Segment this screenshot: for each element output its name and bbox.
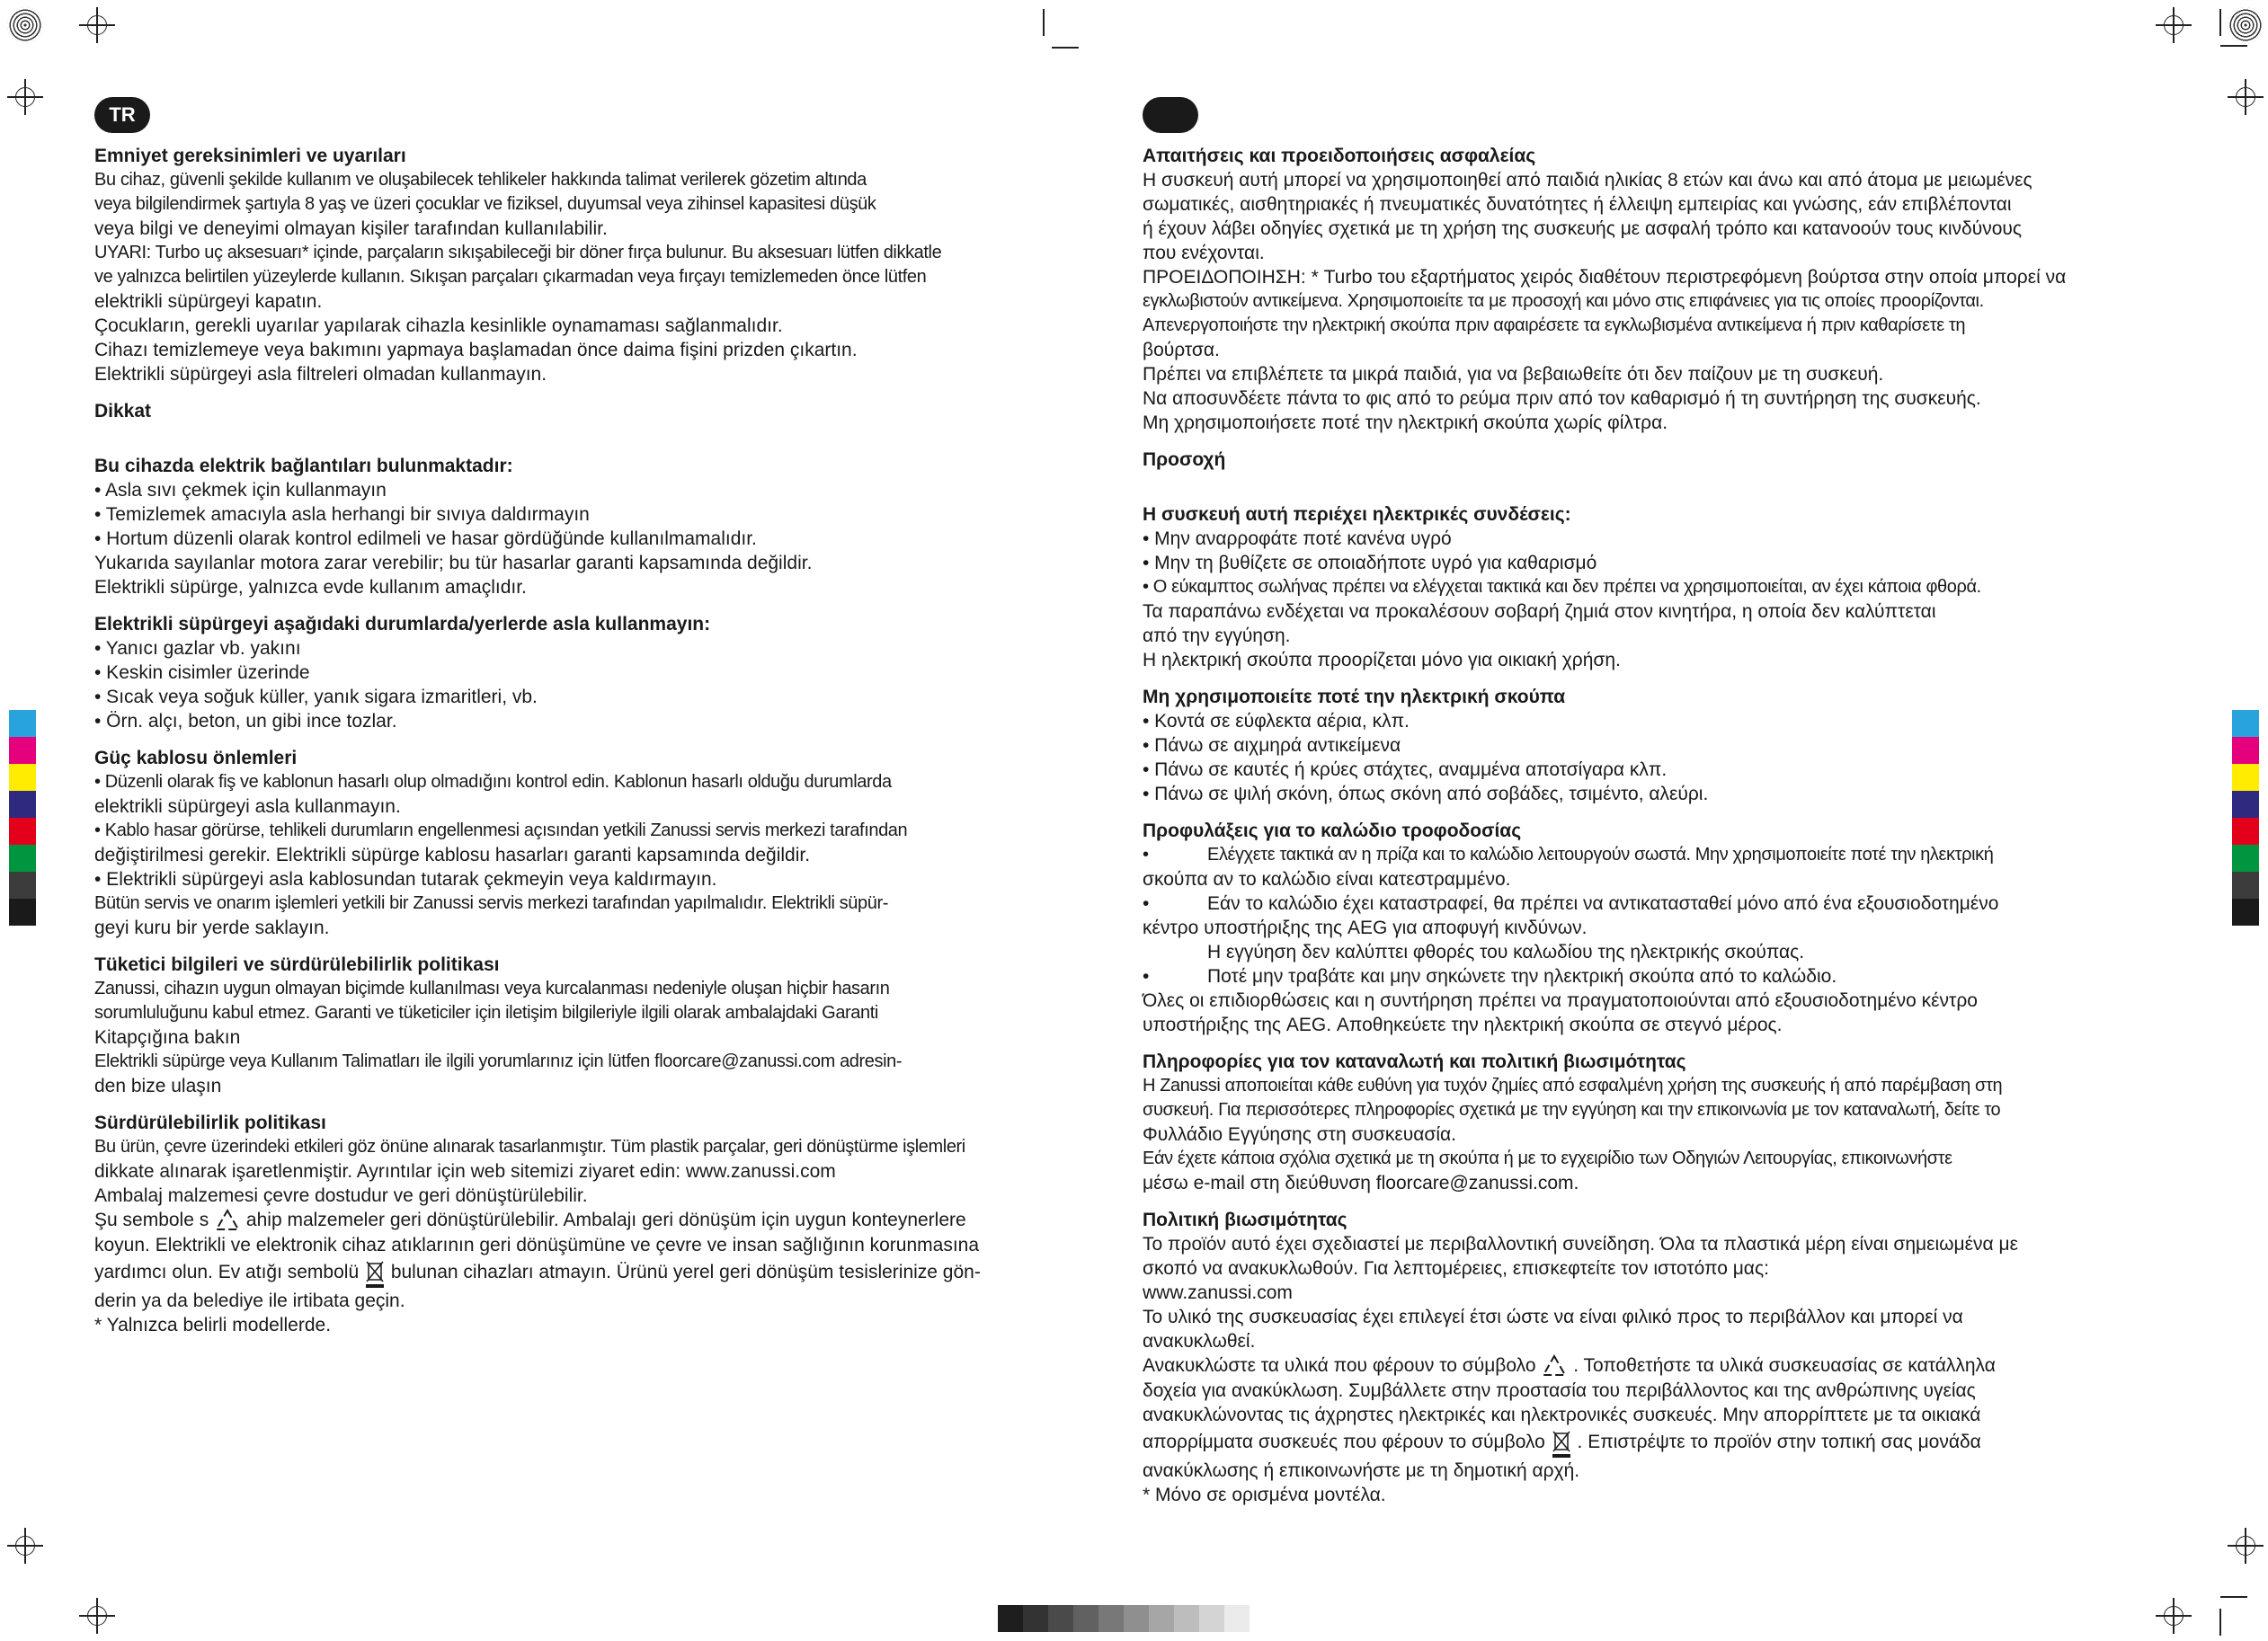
body-line: değiştirilmesi gerekir. Elektrikli süpürge kablosu hasarları garanti kapsamında değildir. — [94, 845, 811, 865]
bullet-item: • Elektrikli süpürgeyi asla kablosundan tutarak çekmeyin veya kaldırmayın. — [94, 869, 717, 890]
color-swatch-strip-right — [2232, 710, 2259, 926]
section-heading: Dikkat — [94, 401, 152, 421]
body-line: βούρτσα. — [1143, 340, 1220, 360]
body-line: κέντρο υποστήριξης της AEG για αποφυγή κινδύνων. — [1143, 918, 1588, 938]
color-swatch — [9, 737, 36, 764]
body-line: σκοπό να ανακυκλωθούν. Για λεπτομέρειες, επισκεφτείτε τον ιστοτόπο μας: — [1143, 1258, 1769, 1279]
body-line: geyi kuru bir yerde saklayın. — [94, 918, 330, 938]
body-line: Bütün servis ve onarım işlemleri yetkili bir Zanussi servis merkezi tarafından yapılmalıdır. Elektrikli süpür- — [94, 893, 888, 913]
gray-swatch — [1098, 1605, 1124, 1632]
bullet-item: • Örn. alçı, beton, un gibi ince tozlar. — [94, 711, 397, 732]
crop-mark — [1043, 9, 1045, 36]
crop-mark — [2220, 45, 2247, 47]
spacer — [94, 423, 1119, 441]
footnote: * Yalnızca belirli modellerde. — [94, 1314, 332, 1335]
color-swatch — [9, 710, 36, 737]
body-line: ΠΡΟΕΙΔΟΠΟΙΗΣΗ: * Turbo του εξαρτήματος χειρός διαθέτουν περιστρεφόμενη βούρτσα στην οποία μπορεί να — [1143, 267, 2067, 288]
section-heading: Μη χρησιμοποιείτε ποτέ την ηλεκτρική σκούπα — [1143, 687, 1566, 707]
color-swatch-strip-left — [9, 710, 36, 926]
crossed-bin-icon — [1551, 1428, 1572, 1459]
section-heading: Güç kablosu önlemleri — [94, 748, 298, 768]
body-line: Cihazı temizlemeye veya bakımını yapmaya başlamadan önce daima fişini prizden çıkartın. — [94, 340, 858, 360]
body-line: από την εγγύηση. — [1143, 625, 1291, 646]
body-line: UYARI: Turbo uç aksesuarı* içinde, parçaların sıkışabileceği bir döner fırça bulunur. Bu aksesuarı lütfen dikkatle — [94, 243, 942, 262]
bullet-item: • Kablo hasar görürse, tehlikeli durumların engellenmesi açısından yetkili Zanussi servis merkezi tarafından — [94, 820, 908, 840]
section-heading: Elektrikli süpürgeyi aşağıdaki durumlarda/yerlerde asla kullanmayın: — [94, 614, 711, 634]
body-line: Η εγγύηση δεν καλύπτει φθορές του καλωδίου της ηλεκτρικής σκούπας. — [1207, 942, 1805, 962]
section-heading: Bu cihazda elektrik bağlantıları bulunmaktadır: — [94, 456, 513, 476]
body-line: Elektrikli süpürge, yalnızca evde kullanım amaçlıdır. — [94, 577, 527, 598]
gray-swatch — [998, 1605, 1023, 1632]
body-line: ή έχουν λάβει οδηγίες σχετικά με τη χρήση της συσκευής με ασφαλή τρόπο και κατανοούν τους κινδύνους — [1143, 218, 2023, 239]
body-line: Η ηλεκτρική σκούπα προορίζεται μόνο για οικιακή χρήση. — [1143, 650, 1621, 670]
body-line: Πρέπει να επιβλέπετε τα μικρά παιδιά, για να βεβαιωθείτε ότι δεν παίζουν με τη συσκευή. — [1143, 364, 1884, 385]
language-badge-tr: TR — [94, 97, 150, 133]
language-badge-gr — [1143, 97, 1198, 133]
body-line: Ambalaj malzemesi çevre dostudur ve geri dönüştürülebilir. — [94, 1185, 588, 1206]
bullet-item: • Düzenli olarak fiş ve kablonun hasarlı olup olmadığını kontrol edin. Kablonun hasarlı olduğu durumlarda — [94, 772, 892, 792]
section-heading: Emniyet gereksinimleri ve uyarıları — [94, 146, 406, 166]
body-line: sorumluluğunu kabul etmez. Garanti ve tüketiciler için iletişim bilgileriyle ilgili olarak ambalajdaki Garanti — [94, 1003, 878, 1023]
body-line: Η Zanussi αποποιείται κάθε ευθύνη για τυχόν ζημίες από εσφαλμένη χρήση της συσκευής ή από παρέμβαση στη — [1143, 1076, 2003, 1095]
bullet-item: • Sıcak veya soğuk küller, yanık sigara izmaritleri, vb. — [94, 687, 538, 707]
registration-mark — [79, 7, 115, 43]
body-line: Εάν έχετε κάποια σχόλια σχετικά με τη σκούπα ή με το εγχειρίδιο των Οδηγιών Λειτουργίας, επικοινωνήστε — [1143, 1149, 1952, 1168]
body-line: Bu cihaz, güvenli şekilde kullanım ve oluşabilecek tehlikeler hakkında talimat verilerek gözetim altında — [94, 170, 867, 190]
body-line: Elektrikli süpürge veya Kullanım Talimatları ile ilgili yorumlarınız için lütfen floorcare@zanussi.com adresin- — [94, 1051, 903, 1071]
bullet-item: • Μην τη βυθίζετε σε οποιαδήποτε υγρό για καθαρισμό — [1143, 553, 1597, 573]
greek-column — [1143, 144, 2167, 1507]
section-heading: Προσοχή — [1143, 449, 1226, 470]
gray-swatch — [1199, 1605, 1224, 1632]
gray-swatch — [1023, 1605, 1048, 1632]
registration-mark — [2156, 1598, 2192, 1634]
section-heading: Η συσκευή αυτή περιέχει ηλεκτρικές συνδέσεις: — [1143, 504, 1571, 525]
bullet-item: • Ο εύκαμπτος σωλήνας πρέπει να ελέγχεται τακτικά και δεν πρέπει να χρησιμοποιείται, αν έχει κάποια φθορά. — [1143, 577, 1981, 597]
body-line: veya bilgi ve deneyimi olmayan kişiler tarafından kullanılabilir. — [94, 218, 608, 239]
gray-swatch — [1124, 1605, 1149, 1632]
turkish-column — [94, 144, 1119, 1337]
body-line: Çocukların, gerekli uyarılar yapılarak cihazla kesinlikle oynamaması sağlanmalıdır. — [94, 315, 783, 336]
color-swatch — [9, 872, 36, 899]
section-heading: Πολιτική βιωσιμότητας — [1143, 1210, 1347, 1230]
gray-swatch — [1174, 1605, 1199, 1632]
bullet-item: • Κοντά σε εύφλεκτα αέρια, κλπ. — [1143, 711, 1410, 732]
registration-mark — [2156, 7, 2192, 43]
color-swatch — [2232, 899, 2259, 926]
color-swatch — [2232, 845, 2259, 872]
body-line: Elektrikli süpürgeyi asla filtreleri olmadan kullanmayın. — [94, 364, 547, 385]
bullet-item: • Asla sıvı çekmek için kullanmayın — [94, 480, 387, 501]
body-line: Απενεργοποιήστε την ηλεκτρική σκούπα πριν αφαιρέσετε τα εγκλωβισμένα αντικείμενα ή πριν καθαρίσετε τη — [1143, 315, 1966, 335]
body-line: υποστήριξης της AEG. Αποθηκεύετε την ηλεκτρική σκούπα σε στεγνό μέρος. — [1143, 1015, 1783, 1035]
footnote: * Μόνο σε ορισμένα μοντέλα. — [1143, 1484, 1386, 1505]
crossed-bin-icon — [364, 1258, 386, 1289]
color-swatch — [9, 791, 36, 818]
color-swatch — [2232, 872, 2259, 899]
body-line: elektrikli süpürgeyi kapatın. — [94, 291, 323, 312]
body-line: Να αποσυνδέετε πάντα το φις από το ρεύμα πριν από τον καθαρισμό ή τη συντήρηση της συσκευής. — [1143, 388, 1981, 409]
registration-mark — [7, 79, 43, 115]
body-line: Μη χρησιμοποιήσετε ποτέ την ηλεκτρική σκούπα χωρίς φίλτρα. — [1143, 412, 1668, 433]
bullet-item: • Πάνω σε ψιλή σκόνη, όπως σκόνη από σοβάδες, τσιμέντο, αλεύρι. — [1143, 784, 1709, 804]
bullet-item: • Yanıcı gazlar vb. yakını — [94, 638, 301, 659]
crop-mark — [2219, 9, 2221, 36]
body-line: dikkate alınarak işaretlenmiştir. Ayrıntılar için web sitemizi ziyaret edin: www.zanussi.com — [94, 1161, 836, 1182]
gray-swatch — [1149, 1605, 1174, 1632]
body-line: ανακυκλωθεί. — [1143, 1331, 1256, 1352]
color-swatch — [9, 818, 36, 845]
registration-mark — [7, 1528, 43, 1564]
crop-mark — [2220, 1596, 2247, 1598]
body-line: Όλες οι επιδιορθώσεις και η συντήρηση πρέπει να πραγματοποιούνται από εξουσιοδοτημένο κέντρο — [1143, 990, 1978, 1011]
section-heading: Tüketici bilgileri ve sürdürülebilirlik politikası — [94, 954, 500, 975]
gray-swatch — [1048, 1605, 1073, 1632]
registration-mark — [79, 1598, 115, 1634]
section-heading: Πληροφορίες για τον καταναλωτή και πολιτική βιωσιμότητας — [1143, 1051, 1686, 1072]
recycle-symbol-line: Ανακυκλώστε τα υλικά που φέρουν το σύμβολο . Τοποθετήστε τα υλικά συσκευασίας σε κατάλληλα — [1143, 1353, 2167, 1379]
print-target-top-left — [7, 7, 43, 43]
body-line: www.zanussi.com — [1143, 1282, 1293, 1303]
gray-swatch — [1073, 1605, 1098, 1632]
body-line: Yukarıda sayılanlar motora zarar verebilir; bu tür hasarlar garanti kapsamında değildir. — [94, 553, 813, 573]
crop-mark — [1052, 47, 1079, 49]
body-line: συσκευή. Για περισσότερες πληροφορίες σχετικά με την εγγύηση και την επικοινωνία με τον καταναλωτή, δείτε το — [1143, 1100, 2001, 1120]
body-line: ve yalnızca belirtilen yüzeylerde kullanın. Sıkışan parçaları çıkarmadan veya fırçayı temizlemeden önce lütfen — [94, 267, 927, 287]
body-line: σκούπα αν το καλώδιο είναι κατεστραμμένο. — [1143, 869, 1511, 890]
body-line: Η συσκευή αυτή μπορεί να χρησιμοποιηθεί από παιδιά ηλικίας 8 ετών και άνω και από άτομα με μειωμένες — [1143, 170, 2032, 191]
color-swatch — [2232, 737, 2259, 764]
body-line: ανακυκλώνοντας τις άχρηστες ηλεκτρικές και ηλεκτρονικές συσκευές. Μην απορρίπτετε με τα οικιακά — [1143, 1405, 1981, 1426]
body-line: elektrikli süpürgeyi asla kullanmayın. — [94, 796, 401, 817]
color-swatch — [2232, 818, 2259, 845]
body-line: koyun. Elektrikli ve elektronik cihaz atıklarının geri dönüşümüne ve çevre ve insan sağlığının korunmasına — [94, 1235, 980, 1256]
body-line: Φυλλάδιο Εγγύησης στη συσκευασία. — [1143, 1124, 1456, 1145]
body-line: Τα παραπάνω ενδέχεται να προκαλέσουν σοβαρή ζημιά στον κινητήρα, η οποία δεν καλύπτεται — [1143, 601, 1936, 622]
bullet-item: • Εάν το καλώδιο έχει καταστραφεί, θα πρέπει να αντικατασταθεί μόνο από ένα εξουσιοδοτημένο — [1143, 893, 1999, 914]
body-line: που ενέχονται. — [1143, 243, 1265, 263]
body-line: den bize ulaşın — [94, 1076, 222, 1096]
body-line: Το υλικό της συσκευασίας έχει επιλεγεί έτσι ώστε να είναι φιλικό προς το περιβάλλον και μπορεί να — [1143, 1307, 1963, 1327]
color-swatch — [2232, 764, 2259, 791]
bullet-item: • Ελέγχετε τακτικά αν η πρίζα και το καλώδιο λειτουργούν σωστά. Μην χρησιμοποιείτε ποτέ την ηλεκτρική — [1143, 845, 1994, 865]
bullet-item: • Hortum düzenli olarak kontrol edilmeli ve hasar gördüğünde kullanılmamalıdır. — [94, 528, 757, 549]
registration-mark — [2228, 79, 2264, 115]
section-heading: Απαιτήσεις και προειδοποιήσεις ασφαλείας — [1143, 146, 1536, 166]
body-line: δοχεία για ανακύκλωση. Συμβάλλετε στην προστασία του περιβάλλοντος και της ανθρώπινης υγείας — [1143, 1380, 1976, 1402]
color-swatch — [9, 845, 36, 872]
bullet-item: • Πάνω σε αιχμηρά αντικείμενα — [1143, 735, 1401, 756]
section-heading: Sürdürülebilirlik politikası — [94, 1113, 326, 1133]
registration-mark — [2228, 1528, 2264, 1564]
color-swatch — [2232, 710, 2259, 737]
print-target-top-right — [2228, 7, 2264, 43]
body-line: derin ya da belediye ile irtibata geçin. — [94, 1290, 405, 1311]
recycle-icon — [214, 1208, 241, 1233]
color-swatch — [2232, 791, 2259, 818]
color-swatch — [9, 899, 36, 926]
recycle-icon — [1541, 1353, 1568, 1379]
spacer — [1143, 472, 2167, 490]
body-line: Kitapçığına bakın — [94, 1027, 241, 1048]
body-line: Bu ürün, çevre üzerindeki etkileri göz önüne alınarak tasarlanmıştır. Tüm plastik parçalar, geri dönüştürme işlemleri — [94, 1137, 965, 1157]
gray-scale-strip — [998, 1605, 1250, 1632]
section-heading: Προφυλάξεις για το καλώδιο τροφοδοσίας — [1143, 820, 1522, 841]
bullet-item: • Πάνω σε καυτές ή κρύες στάχτες, αναμμένα αποτσίγαρα κλπ. — [1143, 759, 1668, 780]
gray-swatch — [1224, 1605, 1250, 1632]
crop-mark — [2219, 1609, 2221, 1636]
body-line: Το προϊόν αυτό έχει σχεδιαστεί με περιβαλλοντική συνείδηση. Όλα τα πλαστικά μέρη είναι σημειωμένα με — [1143, 1234, 2018, 1255]
bullet-item: • Temizlemek amacıyla asla herhangi bir sıvıya daldırmayın — [94, 504, 590, 525]
bullet-item: • Keskin cisimler üzerinde — [94, 662, 310, 683]
bullet-item: • Μην αναρροφάτε ποτέ κανένα υγρό — [1143, 528, 1452, 549]
body-line: μέσω e-mail στη διεύθυνση floorcare@zanussi.com. — [1143, 1173, 1579, 1193]
weee-symbol-line: απορρίμματα συσκευές που φέρουν το σύμβολο . Επιστρέψτε το προϊόν στην τοπική σας μονάδα — [1143, 1427, 2167, 1458]
recycle-symbol-line: Şu sembole s ahip malzemeler geri dönüştürülebilir. Ambalajı geri dönüşüm için uygun konteynerlere — [94, 1208, 1119, 1233]
body-line: Zanussi, cihazın uygun olmayan biçimde kullanılması veya kurcalanması nedeniyle oluşan hiçbir hasarın — [94, 979, 890, 998]
color-swatch — [9, 764, 36, 791]
bullet-item: • Ποτέ μην τραβάτε και μην σηκώνετε την ηλεκτρική σκούπα από το καλώδιο. — [1143, 966, 1837, 987]
body-line: σωματικές, αισθητηριακές ή πνευματικές δυνατότητες ή έλλειψη εμπειρίας και γνώσης, εάν επιβλέπονται — [1143, 194, 2012, 215]
body-line: veya bilgilendirmek şartıyla 8 yaş ve üzeri çocuklar ve fiziksel, duyumsal veya zihinsel kapasitesi düşük — [94, 194, 876, 214]
body-line: εγκλωβιστούν αντικείμενα. Χρησιμοποιείτε τα με προσοχή και μόνο στις επιφάνειες για τις οποίες προορίζονται. — [1143, 291, 1984, 311]
weee-symbol-line: yardımcı olun. Ev atığı sembolü bulunan cihazları atmayın. Ürünü yerel geri dönüşüm tesislerinize gön- — [94, 1257, 1119, 1288]
body-line: ανακύκλωσης ή επικοινωνήστε με τη δημοτική αρχή. — [1143, 1459, 1580, 1481]
